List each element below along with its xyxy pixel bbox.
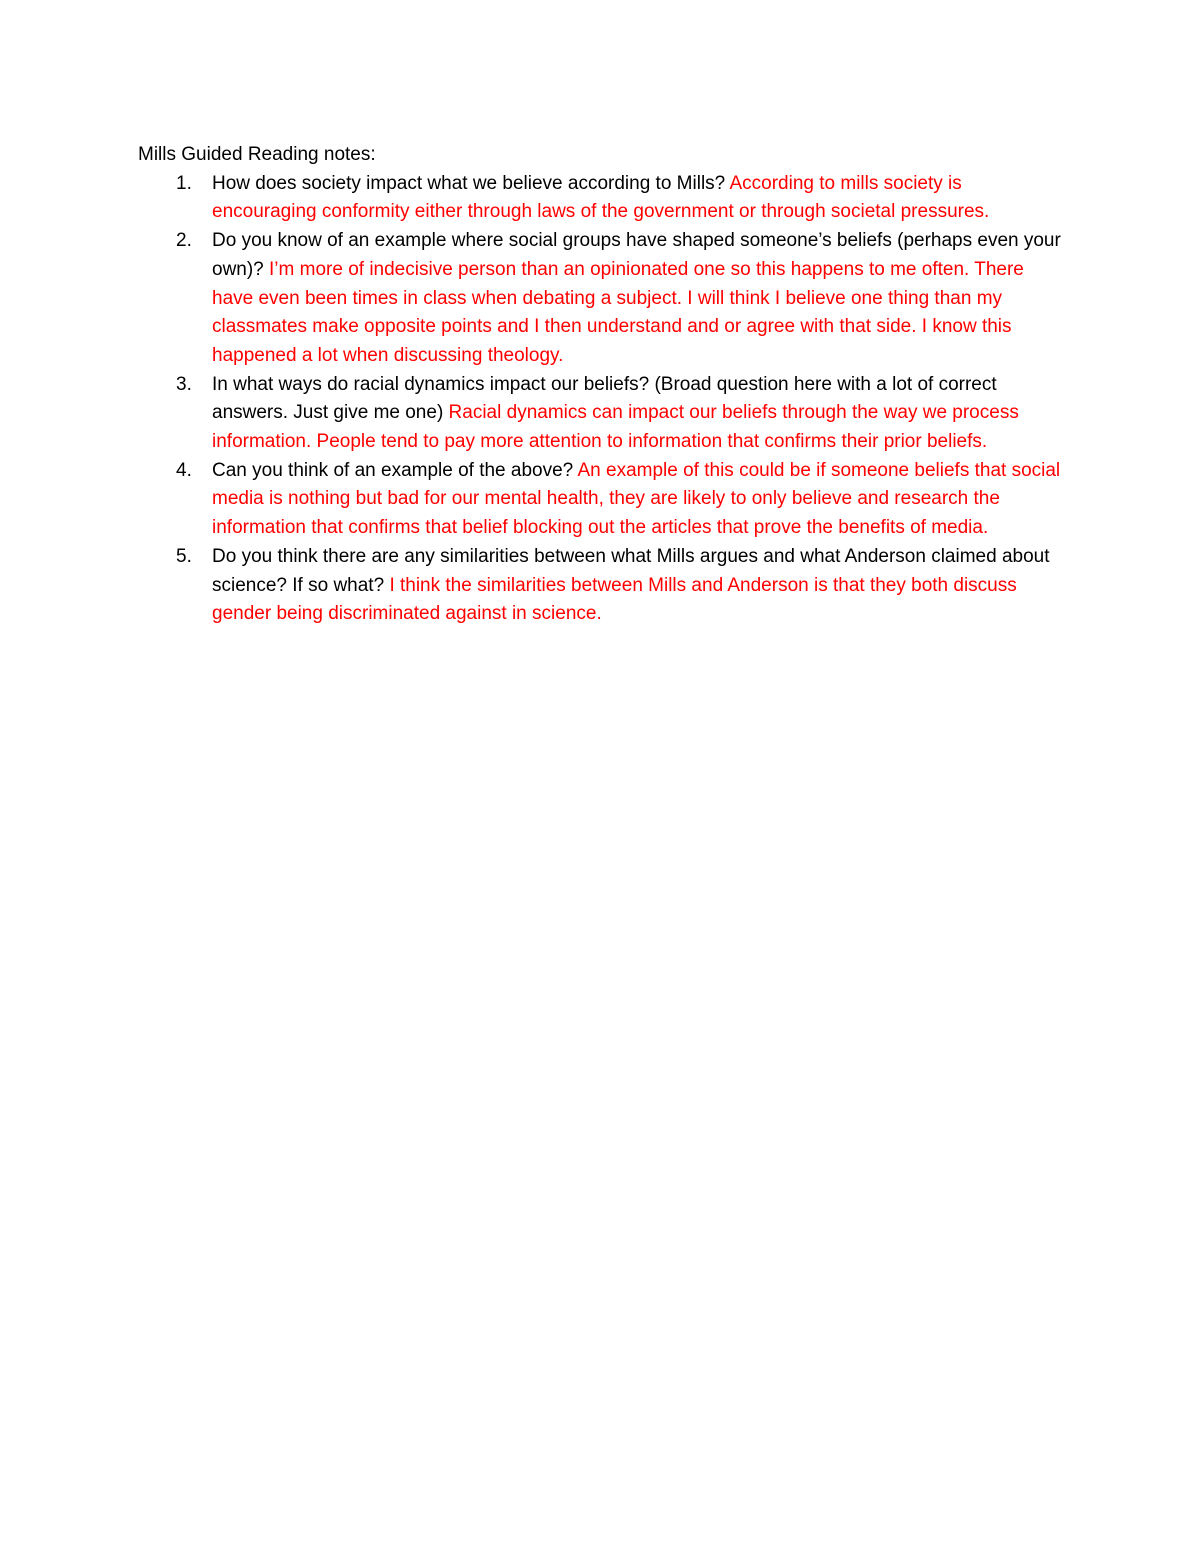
answer-text: I think the similarities between Mills and Anderson is that they both discuss gender being discriminated against in science.: [212, 574, 1017, 625]
document-body: [138, 141, 1068, 629]
answer-text: Racial dynamics can impact our beliefs through the way we process information. People tend to pay more attention to information that confirms their prior beliefs.: [212, 402, 1019, 453]
document-title: Mills Guided Reading notes:: [138, 144, 376, 165]
question-text: How does society impact what we believe according to Mills?: [212, 172, 730, 194]
question-text: In what ways do racial dynamics impact our beliefs? (Broad question here with a lot of correct answers. Just give me one): [212, 373, 997, 424]
question-text: Do you think there are any similarities between what Mills argues and what Anderson claimed about science? If so what?: [212, 545, 1050, 596]
answer-text: According to mills society is encouraging conformity either through laws of the government or through societal pressures.: [212, 172, 990, 223]
answer-text: I’m more of indecisive person than an opinionated one so this happens to me often. There have even been times in class when debating a subject. I will think I believe one thing than my classmates make opposite points and I then understand and or agree with that side. I know this happened a lot when discussing theology.: [212, 258, 1024, 366]
question-item-3: [138, 371, 1068, 457]
question-number: 5.: [176, 545, 192, 567]
question-text: Can you think of an example of the above?: [212, 459, 578, 481]
question-item-1: [138, 170, 1068, 227]
answer-text: An example of this could be if someone beliefs that social media is nothing but bad for our mental health, they are likely to only believe and research the information that confirms that belief blocking out the articles that prove the benefits of media.: [212, 459, 1061, 539]
question-number: 2.: [176, 230, 192, 252]
question-item-5: [138, 543, 1068, 629]
question-number: 3.: [176, 373, 192, 395]
question-number: 4.: [176, 459, 192, 481]
question-item-4: [138, 457, 1068, 543]
question-number: 1.: [176, 172, 192, 194]
question-text: Do you know of an example where social groups have shaped someone’s beliefs (perhaps even your own)?: [212, 230, 1061, 280]
question-list: [138, 170, 1068, 629]
question-item-2: [138, 227, 1068, 371]
